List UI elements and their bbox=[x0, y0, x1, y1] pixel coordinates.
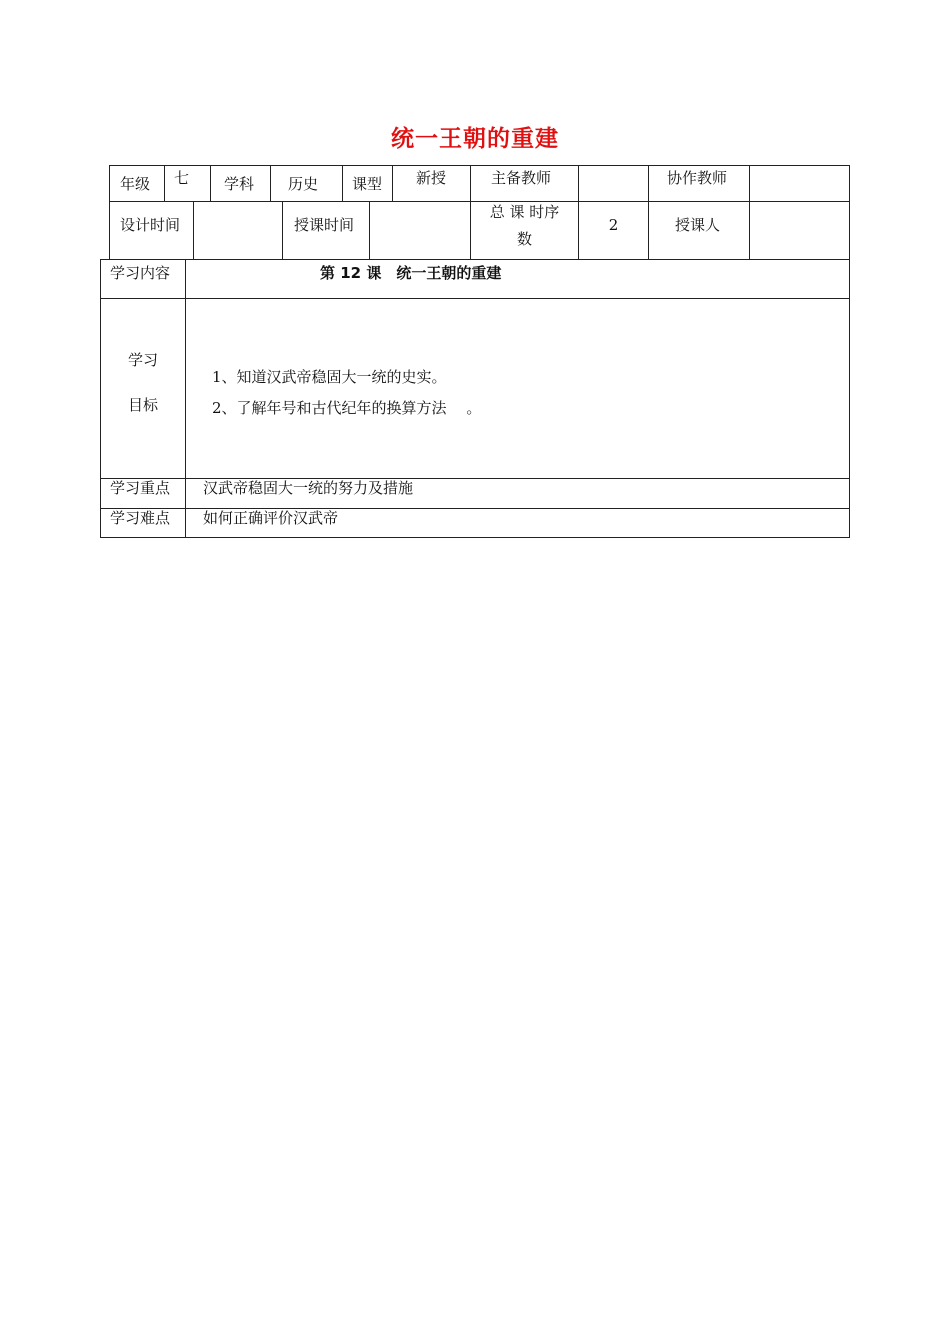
period-label-line2: 数 bbox=[516, 230, 532, 248]
row1-divider bbox=[749, 165, 750, 260]
row2-divider bbox=[282, 201, 283, 260]
assist-teacher-label: 协作教师 bbox=[667, 169, 728, 187]
difficulty-value: 如何正确评价汉武帝 bbox=[203, 509, 339, 527]
subject-value: 历史 bbox=[288, 175, 319, 193]
row2-divider bbox=[369, 201, 370, 260]
row1-divider bbox=[392, 165, 393, 201]
lesson-type-label: 课型 bbox=[352, 175, 383, 193]
teacher-label: 授课人 bbox=[675, 216, 721, 234]
teach-time-label: 授课时间 bbox=[294, 216, 355, 234]
row2-divider bbox=[193, 201, 194, 260]
subject-label: 学科 bbox=[224, 175, 255, 193]
label-column-divider bbox=[185, 259, 186, 538]
key-point-value: 汉武帝稳固大一统的努力及措施 bbox=[203, 479, 414, 497]
objectives-label-line2: 目标 bbox=[128, 396, 159, 414]
row1-divider bbox=[164, 165, 165, 201]
period-value: 2 bbox=[608, 216, 619, 234]
grade-value: 七 bbox=[174, 169, 190, 187]
row1-divider bbox=[270, 165, 271, 201]
design-time-label: 设计时间 bbox=[120, 216, 181, 234]
lead-teacher-label: 主备教师 bbox=[491, 169, 552, 187]
key-point-label: 学习重点 bbox=[110, 479, 171, 497]
lesson-row-divider bbox=[100, 298, 850, 299]
row1-divider bbox=[648, 165, 649, 260]
period-label-line1: 总 课 时序 bbox=[489, 203, 560, 221]
row1-divider bbox=[578, 165, 579, 260]
document-title: 统一王朝的重建 bbox=[391, 126, 559, 152]
header-row-divider bbox=[109, 201, 850, 202]
lesson-type-value: 新授 bbox=[416, 169, 447, 187]
grade-label: 年级 bbox=[120, 175, 151, 193]
content-value: 第 12 课 统一王朝的重建 bbox=[320, 264, 502, 282]
row1-divider bbox=[210, 165, 211, 201]
content-label: 学习内容 bbox=[110, 264, 171, 282]
objective-item: 2、了解年号和古代纪年的换算方法 。 bbox=[212, 399, 482, 417]
objective-item: 1、知道汉武帝稳固大一统的史实。 bbox=[212, 368, 447, 386]
difficulty-label: 学习难点 bbox=[110, 509, 171, 527]
row1-divider bbox=[342, 165, 343, 201]
objectives-label-line1: 学习 bbox=[128, 351, 159, 369]
